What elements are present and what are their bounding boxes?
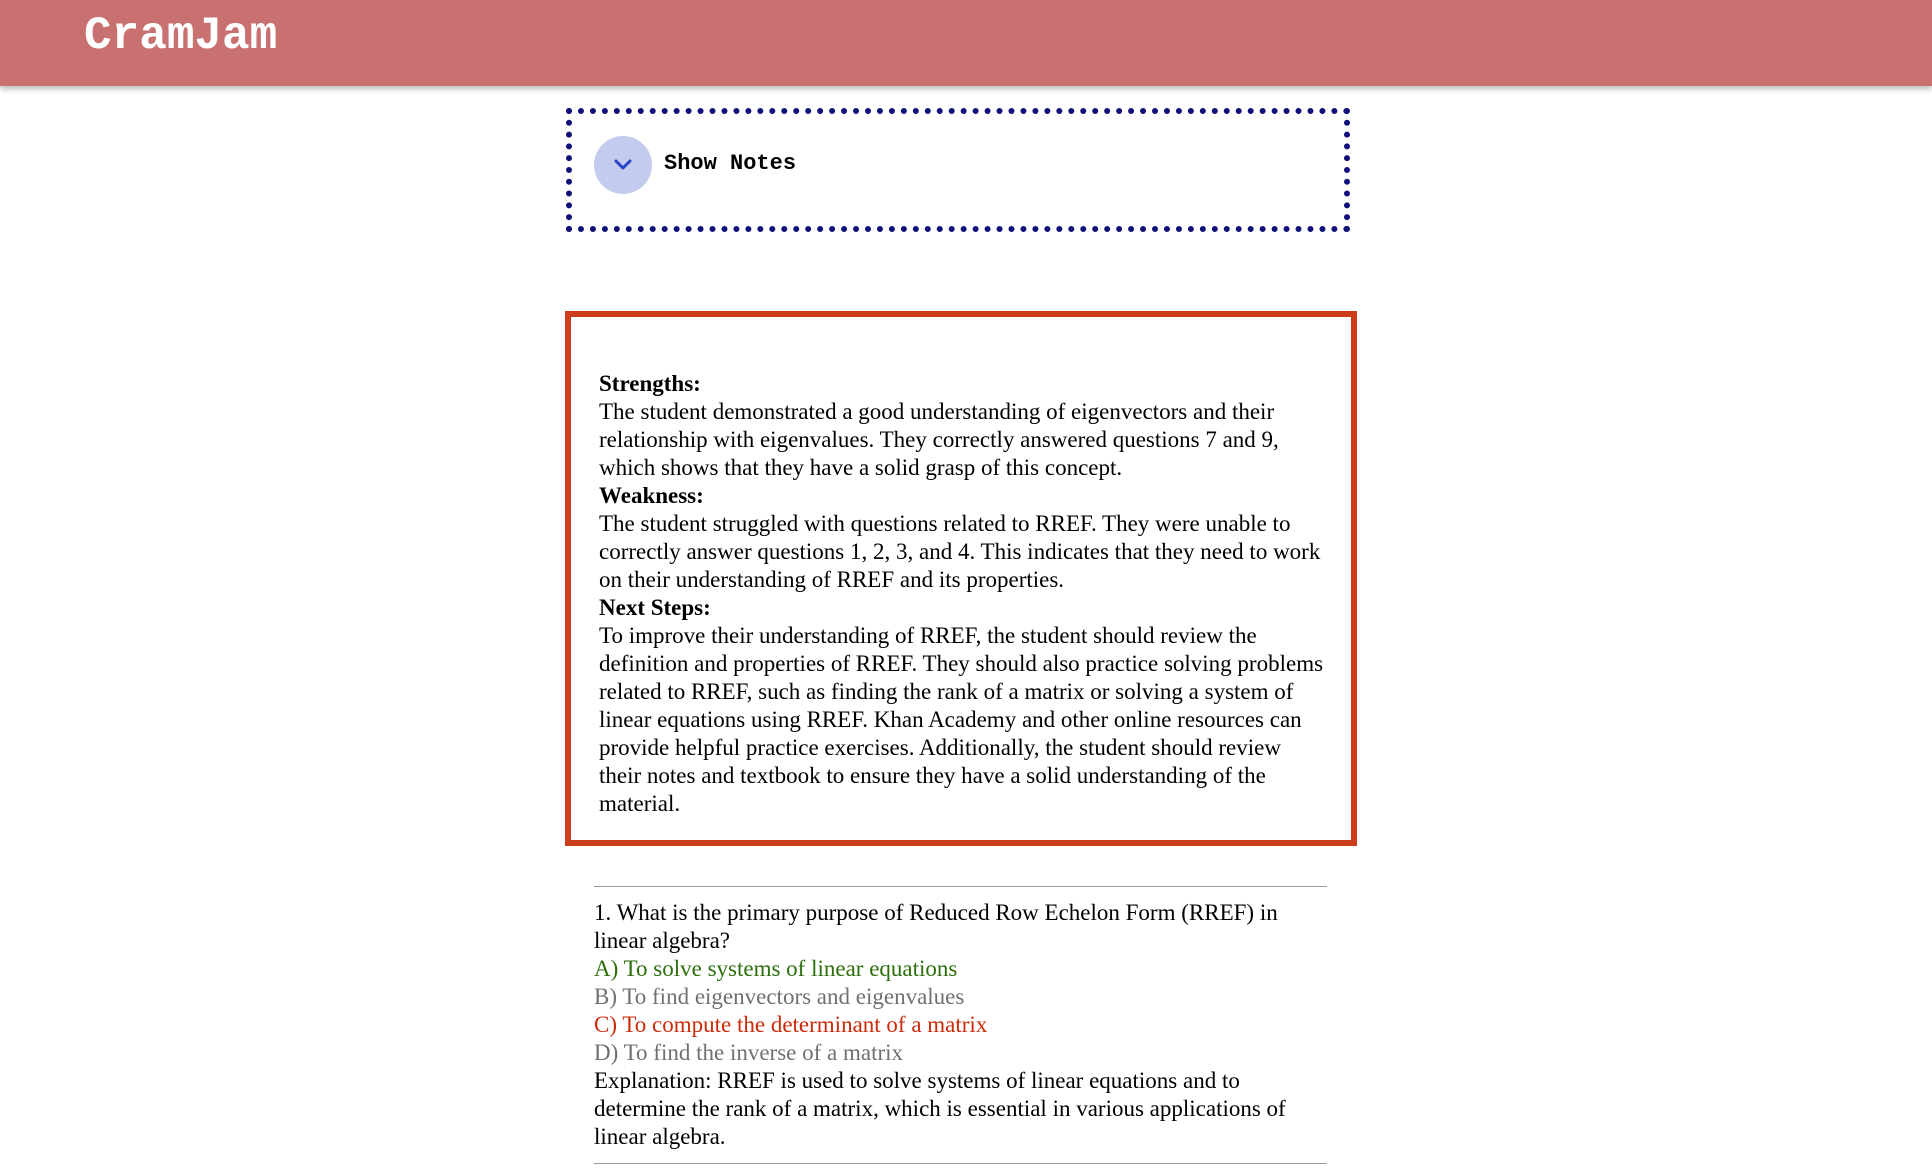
brand-logo[interactable]: CramJam — [84, 10, 278, 62]
top-header — [0, 0, 1932, 86]
divider-top — [594, 886, 1327, 887]
show-notes-label[interactable]: Show Notes — [664, 151, 797, 176]
answer-option-b: B) To find eigenvectors and eigenvalues — [594, 984, 965, 1009]
weakness-heading: Weakness: — [599, 483, 704, 508]
strengths-heading: Strengths: — [599, 371, 701, 396]
strengths-text: The student demonstrated a good understanding of eigenvectors and their relationship with eigenvalues. They correctly answered questions 7 and 9, which shows that they have a solid grasp of this concept. — [599, 399, 1279, 480]
weakness-text: The student struggled with questions related to RREF. They were unable to correctly answer questions 1, 2, 3, and 4. This indicates that they need to work on their understanding of RREF and its properties. — [599, 511, 1321, 592]
answer-option-a: A) To solve systems of linear equations — [594, 956, 958, 981]
question-card — [594, 899, 1327, 1151]
next-steps-heading: Next Steps: — [599, 595, 711, 620]
show-notes-toggle-button[interactable] — [594, 136, 652, 194]
chevron-down-icon — [613, 157, 633, 173]
question-explanation: Explanation: RREF is used to solve systems of linear equations and to determine the rank of a matrix, which is essential in various applications of linear algebra. — [594, 1068, 1286, 1149]
answer-option-c: C) To compute the determinant of a matrix — [594, 1012, 988, 1037]
feedback-panel — [565, 311, 1357, 846]
question-text: 1. What is the primary purpose of Reduced Row Echelon Form (RREF) in linear algebra? — [594, 900, 1278, 953]
divider-bottom — [594, 1163, 1327, 1164]
answer-option-d: D) To find the inverse of a matrix — [594, 1040, 904, 1065]
next-steps-text: To improve their understanding of RREF, the student should review the definition and properties of RREF. They should also practice solving problems related to RREF, such as finding the rank of a matrix or solving a system of linear equations using RREF. Khan Academy and other online resources can provide helpful practice exercises. Additionally, the student should review their notes and textbook to ensure they have a solid understanding of the material. — [599, 623, 1324, 816]
